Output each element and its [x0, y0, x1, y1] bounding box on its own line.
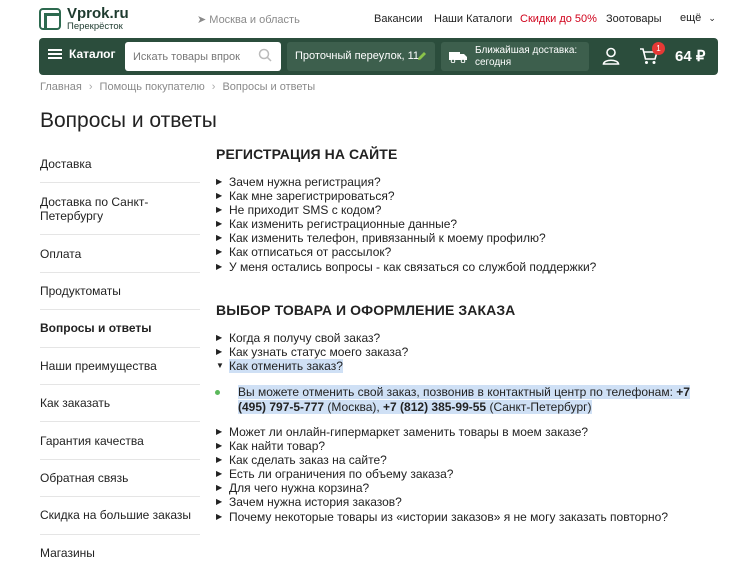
logo-icon — [39, 8, 61, 30]
page-title: Вопросы и ответы — [40, 109, 217, 132]
sidebar-item-quality[interactable]: Гарантия качества — [40, 422, 200, 459]
menu-icon — [48, 49, 62, 59]
logo[interactable] — [39, 6, 129, 32]
cart-total[interactable]: 64 ₽ — [675, 48, 706, 65]
question-list-registration — [216, 175, 716, 274]
faq-content — [216, 146, 716, 524]
cart-count-badge: 1 — [652, 42, 665, 55]
answer-city-spb: (Санкт-Петербург) — [486, 399, 592, 414]
faq-question[interactable]: ▶ Почему некоторые товары из «истории заказов» я не могу заказать повторно? — [216, 510, 716, 524]
breadcrumb — [40, 81, 315, 93]
faq-question[interactable]: ▶ Как узнать статус моего заказа? — [216, 345, 716, 359]
breadcrumb-current: Вопросы и ответы — [222, 81, 316, 93]
catalog-button[interactable] — [48, 47, 116, 61]
faq-question[interactable]: ▶ Может ли онлайн-гипермаркет заменить товары в моем заказе? — [216, 425, 716, 439]
question-list-ordering-more — [216, 425, 716, 524]
sidebar-item-stores[interactable]: Магазины — [40, 546, 95, 561]
catalog-label: Каталог — [69, 47, 116, 61]
chevron-right-icon: › — [88, 81, 93, 93]
answer-phone-moscow[interactable]: +7 (495) 797-5-777 — [238, 384, 690, 414]
sidebar-item-advantages[interactable]: Наши преимущества — [40, 348, 200, 385]
faq-question[interactable]: ▶ Как мне зарегистрироваться? — [216, 189, 716, 203]
truck-icon — [449, 50, 467, 63]
breadcrumb-help[interactable]: Помощь покупателю — [99, 81, 205, 93]
faq-question[interactable]: ▶ Зачем нужна регистрация? — [216, 175, 716, 189]
faq-question[interactable]: ▶ Когда я получу свой заказ? — [216, 331, 716, 345]
open-question-text: Как отменить заказ? — [229, 358, 343, 373]
location-label: Москва и область — [209, 14, 300, 26]
sidebar-item-delivery-spb[interactable]: Доставка по Санкт-Петербургу — [40, 183, 200, 235]
user-icon[interactable] — [602, 47, 620, 65]
location-selector[interactable] — [197, 13, 300, 26]
chevron-right-icon: › — [211, 81, 216, 93]
address-label: Проточный переулок, 11 — [295, 50, 420, 62]
sidebar — [40, 146, 200, 570]
answer-phone-spb[interactable]: +7 (812) 385-99-55 — [383, 399, 487, 414]
faq-question[interactable]: ▶ Как отписаться от рассылок? — [216, 245, 716, 259]
faq-question[interactable]: ▶ Как сделать заказ на сайте? — [216, 453, 716, 467]
faq-question-open[interactable] — [216, 359, 716, 373]
main-nav — [39, 38, 718, 75]
pencil-icon — [416, 50, 428, 62]
logo-subtitle: Перекрёсток — [67, 21, 123, 32]
delivery-title: Ближайшая доставка: — [475, 45, 578, 56]
faq-answer — [238, 385, 716, 415]
sidebar-item-feedback[interactable]: Обратная связь — [40, 460, 200, 497]
question-list-ordering — [216, 331, 716, 373]
more-menu[interactable] — [680, 12, 716, 24]
delivery-info[interactable] — [441, 42, 589, 71]
answer-text: Вы можете отменить свой заказ, позвонив в контактный центр по телефонам: — [238, 384, 677, 399]
location-arrow-icon: ➤ — [197, 14, 207, 26]
more-label: ещё — [680, 12, 702, 24]
sidebar-item-how-to-order[interactable]: Как заказать — [40, 385, 200, 422]
faq-question[interactable]: ▶ Как изменить регистрационные данные? — [216, 217, 716, 231]
sidebar-item-faq[interactable]: Вопросы и ответы — [40, 310, 200, 347]
faq-question[interactable]: ▶ Как найти товар? — [216, 439, 716, 453]
top-bar — [0, 0, 750, 38]
logo-name: Vprok.ru — [67, 5, 129, 22]
sidebar-item-payment[interactable]: Оплата — [40, 235, 200, 272]
sidebar-item-delivery[interactable]: Доставка — [40, 146, 200, 183]
link-vacancies[interactable]: Вакансии — [374, 13, 423, 25]
link-pet-goods[interactable]: Зоотовары — [606, 13, 662, 25]
chevron-down-icon: ⌄ — [708, 13, 716, 23]
faq-question[interactable]: ▶ Не приходит SMS с кодом? — [216, 203, 716, 217]
faq-question[interactable]: ▶ Есть ли ограничения по объему заказа? — [216, 467, 716, 481]
search-icon[interactable] — [258, 48, 272, 62]
section-title-ordering: ВЫБОР ТОВАРА И ОФОРМЛЕНИЕ ЗАКАЗА — [216, 301, 516, 318]
breadcrumb-home[interactable]: Главная — [40, 81, 82, 93]
section-title-registration: РЕГИСТРАЦИЯ НА САЙТЕ — [216, 146, 398, 162]
link-catalogs[interactable]: Наши Каталоги — [434, 13, 513, 25]
link-discounts[interactable]: Скидки до 50% — [520, 13, 597, 25]
delivery-value: сегодня — [475, 57, 512, 68]
faq-question[interactable]: ▶ Зачем нужна история заказов? — [216, 495, 716, 509]
bullet-icon — [215, 390, 220, 395]
faq-question[interactable]: ▶ Как изменить телефон, привязанный к моему профилю? — [216, 231, 716, 245]
answer-city-moscow: (Москва), — [324, 399, 384, 414]
address-selector[interactable] — [287, 42, 435, 71]
sidebar-item-bulk-discount[interactable]: Скидка на большие заказы — [40, 497, 200, 534]
faq-question[interactable]: ▶ Для чего нужна корзина? — [216, 481, 716, 495]
sidebar-item-vending[interactable]: Продуктоматы — [40, 273, 200, 310]
faq-question[interactable]: ▶ У меня остались вопросы - как связаться со службой поддержки? — [216, 260, 716, 274]
